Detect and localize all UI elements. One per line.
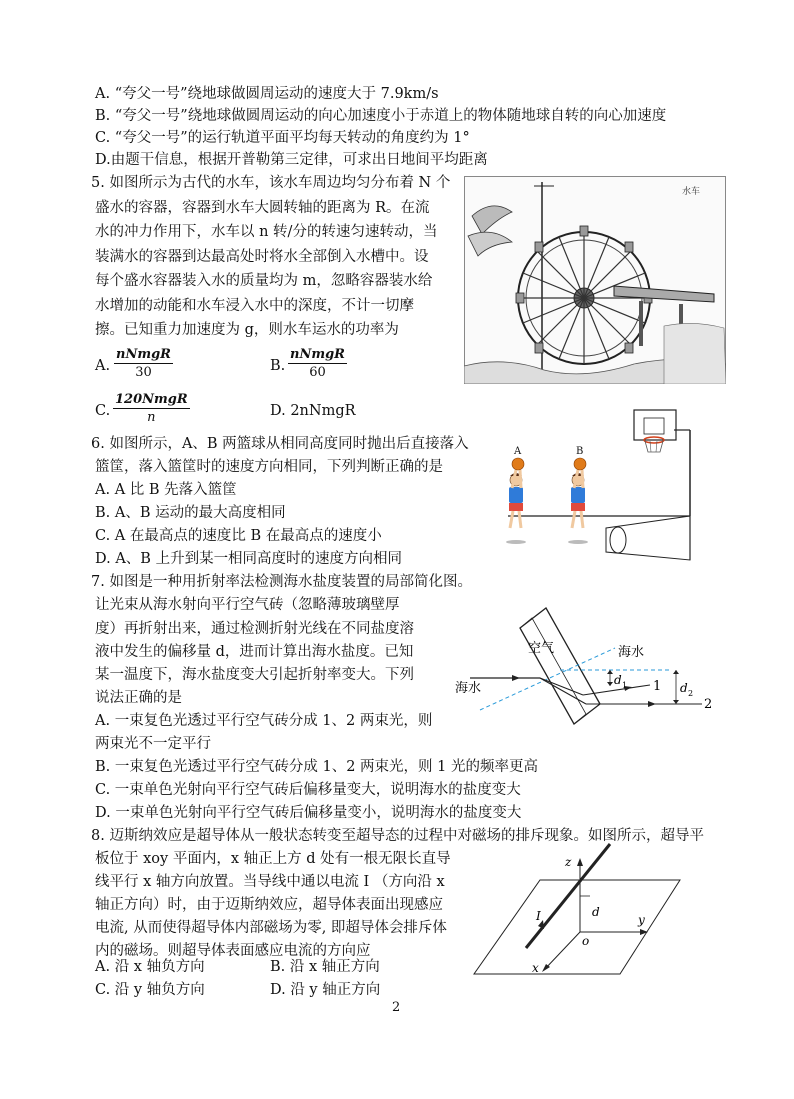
q7-line-3: 度）再折射出来，通过检测折射光线在不同盐度溶	[95, 621, 414, 637]
waterwheel-title: 水车	[682, 187, 701, 197]
q7-option-a-line-1: A. 一束复色光透过平行空气砖分成 1、2 两束光，则	[95, 713, 433, 729]
q7-option-d: D. 一束单色光射向平行空气砖后偏移量变小，说明海水的盐度变大	[95, 805, 522, 821]
q5-option-c-numerator: 120NmgR	[115, 392, 188, 407]
player-a	[506, 458, 526, 544]
q5-line-3: 水的冲力作用下，水车以 n 转/分的转速匀速转动，当	[95, 224, 438, 240]
basketball-figure	[494, 404, 700, 562]
q5-line-2: 盛水的容器，容器到水车大圆转轴的距离为 R。在流	[95, 200, 430, 216]
q5-option-c-fraction	[113, 392, 190, 425]
q7-option-b: B. 一束复色光透过平行空气砖分成 1、2 两束光，则 1 光的频率更高	[95, 759, 538, 775]
q7-option-c: C. 一束单色光射向平行空气砖后偏移量变大，说明海水的盐度变大	[95, 782, 521, 798]
q5-option-c-denominator: n	[147, 410, 156, 425]
q5-option-d: D. 2nNmgR	[270, 403, 356, 419]
basketball-label-b: B	[576, 446, 584, 457]
q6-line-1: 6. 如图所示，A、B 两篮球从相同高度同时抛出后直接落入	[91, 436, 469, 452]
q4-option-b: B. “夸父一号”绕地球做圆周运动的向心加速度小于赤道上的物体随地球自转的向心加速度	[95, 108, 667, 124]
q8-line-1: 8. 迈斯纳效应是超导体从一般状态转变至超导态的过程中对磁场的排斥现象。如图所示，超导平	[91, 828, 704, 844]
refraction-label-ray-1: 1	[653, 679, 662, 694]
origin-label: o	[582, 934, 590, 948]
q8-line-2: 板位于 xoy 平面内，x 轴正上方 d 处有一根无限长直导	[95, 851, 451, 867]
q4-option-a: A. “夸父一号”绕地球做圆周运动的速度大于 7.9km/s	[95, 86, 439, 102]
refraction-label-sea-right: 海水	[618, 645, 645, 660]
q8-option-a: A. 沿 x 轴负方向	[95, 959, 205, 975]
refraction-label-ray-2: 2	[704, 697, 713, 712]
refraction-label-air: 空气	[528, 641, 555, 656]
refraction-label-d1: d	[614, 673, 622, 687]
q8-line-3: 线平行 x 轴方向放置。当导线中通以电流 I （方向沿 x	[95, 874, 445, 890]
q7-line-2: 让光束从海水射向平行空气砖（忽略薄玻璃壁厚	[95, 597, 400, 613]
q5-option-b-fraction	[288, 347, 347, 380]
axis-y-label: y	[638, 913, 645, 927]
q8-line-5: 电流, 从而使得超导体内部磁场为零, 即超导体会排斥体	[95, 920, 447, 936]
q5-line-7: 擦。已知重力加速度为 g，则水车运水的功率为	[95, 322, 399, 338]
basketball-label-a: A	[514, 446, 522, 457]
refraction-label-sea-left: 海水	[455, 681, 482, 696]
superconductor-figure	[470, 840, 700, 980]
axis-x-label: x	[532, 961, 539, 975]
q5-option-b-numerator: nNmgR	[290, 347, 345, 362]
q5-option-b-label: B.	[270, 358, 286, 374]
current-i-label: I	[536, 909, 541, 923]
q5-option-a-denominator: 30	[135, 365, 152, 380]
q8-option-d: D. 沿 y 轴正方向	[270, 982, 381, 998]
q5-line-5: 每个盛水容器装入水的质量均为 m，忽略容器装水给	[95, 273, 433, 289]
q8-line-4: 轴正方向）时，由于迈斯纳效应，超导体表面出现感应	[95, 897, 443, 913]
q7-line-1: 7. 如图是一种用折射率法检测海水盐度装置的局部简化图。	[91, 574, 472, 590]
axis-z-label: z	[565, 855, 572, 869]
waterwheel-figure	[464, 176, 726, 384]
q4-option-d: D.由题干信息，根据开普勒第三定律，可求出日地间平均距离	[95, 152, 488, 168]
page-number: 2	[392, 1000, 401, 1015]
refraction-figure	[450, 600, 718, 750]
refraction-label-d2: d	[680, 681, 688, 695]
refraction-label-d1-sub: 1	[622, 681, 628, 690]
q6-line-2: 篮筐，落入篮筐时的速度方向相同，下列判断正确的是	[95, 459, 443, 475]
q5-option-b-denominator: 60	[309, 365, 326, 380]
q5-line-4: 装满水的容器到达最高处时将水全部倒入水槽中。设	[95, 249, 429, 265]
q7-line-6: 说法正确的是	[95, 690, 182, 706]
player-b	[568, 458, 588, 544]
q6-line-3: A. A 比 B 先落入篮筐	[95, 482, 237, 498]
distance-d-label: d	[592, 905, 600, 919]
q5-option-a-fraction	[114, 347, 173, 380]
q5-line-1: 5. 如图所示为古代的水车，该水车周边均匀分布着 N 个	[91, 175, 451, 191]
q5-option-a-label: A.	[95, 358, 111, 374]
q5-line-6: 水增加的动能和水车浸入水中的深度，不计一切摩	[95, 298, 414, 314]
q6-line-5: C. A 在最高点的速度比 B 在最高点的速度小	[95, 528, 382, 544]
q4-option-c: C. “夸父一号”的运行轨道平面平均每天转动的角度约为 1°	[95, 130, 470, 146]
q8-option-c: C. 沿 y 轴负方向	[95, 982, 205, 998]
q6-line-4: B. A、B 运动的最大高度相同	[95, 505, 286, 521]
refraction-label-d2-sub: 2	[688, 689, 694, 698]
q8-line-6: 内的磁场。则超导体表面感应电流的方向应	[95, 943, 371, 959]
q5-option-c-label: C.	[95, 403, 111, 419]
q7-line-5: 某一温度下，海水盐度变大引起折射率变大。下列	[95, 667, 414, 683]
q8-option-b: B. 沿 x 轴正方向	[270, 959, 380, 975]
q7-line-4: 液中发生的偏移量 d，进而计算出海水盐度。已知	[95, 644, 414, 660]
q6-line-6: D. A、B 上升到某一相同高度时的速度方向相同	[95, 551, 403, 567]
q5-option-a-numerator: nNmgR	[116, 347, 171, 362]
q7-option-a-line-2: 两束光不一定平行	[95, 736, 211, 752]
